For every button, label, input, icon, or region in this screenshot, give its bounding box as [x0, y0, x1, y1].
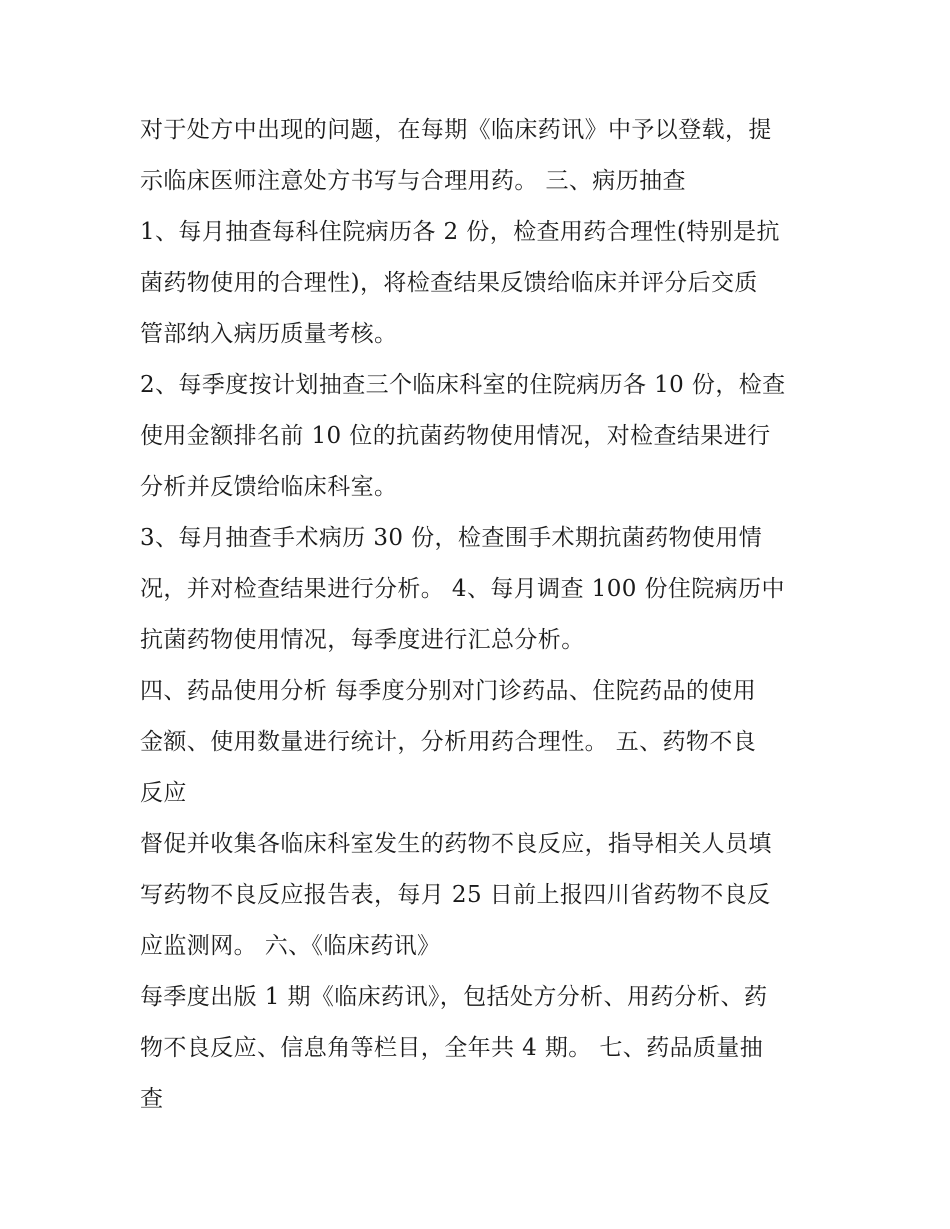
document-body — [140, 105, 820, 1125]
text-line: 抗菌药物使用情况，每季度进行汇总分析。 — [140, 627, 585, 653]
text-line: 反应 — [140, 780, 187, 806]
text-line: 物不良反应、信息角等栏目，全年共 4 期。 七、药品质量抽 — [140, 1035, 764, 1061]
text-line: 应监测网。 六、《临床药讯》 — [140, 933, 441, 959]
text-line: 1、每月抽查每科住院病历各 2 份，检查用药合理性(特别是抗 — [140, 219, 780, 245]
text-line: 况，并对检查结果进行分析。 4、每月调查 100 份住院病历中 — [140, 576, 785, 602]
text-line: 四、药品使用分析 每季度分别对门诊药品、住院药品的使用 — [140, 678, 757, 704]
text-line: 示临床医师注意处方书写与合理用药。 三、病历抽查 — [140, 168, 686, 194]
text-line: 写药物不良反应报告表，每月 25 日前上报四川省药物不良反 — [140, 882, 771, 908]
text-line: 管部纳入病历质量考核。 — [140, 321, 398, 347]
text-line: 分析并反馈给临床科室。 — [140, 474, 398, 500]
text-line: 3、每月抽查手术病历 30 份，检查围手术期抗菌药物使用情 — [140, 525, 763, 551]
text-line: 金额、使用数量进行统计，分析用药合理性。 五、药物不良 — [140, 729, 757, 755]
text-line: 对于处方中出现的问题，在每期《临床药讯》中予以登载，提 — [140, 117, 772, 143]
text-line: 每季度出版 1 期《临床药讯》，包括处方分析、用药分析、药 — [140, 984, 768, 1010]
text-line: 使用金额排名前 10 位的抗菌药物使用情况，对检查结果进行 — [140, 423, 771, 449]
text-line: 2、每季度按计划抽查三个临床科室的住院病历各 10 份，检查 — [140, 372, 786, 398]
text-line: 查 — [140, 1086, 164, 1112]
text-line: 菌药物使用的合理性)，将检查结果反馈给临床并评分后交质 — [140, 270, 758, 296]
text-line: 督促并收集各临床科室发生的药物不良反应，指导相关人员填 — [140, 831, 772, 857]
